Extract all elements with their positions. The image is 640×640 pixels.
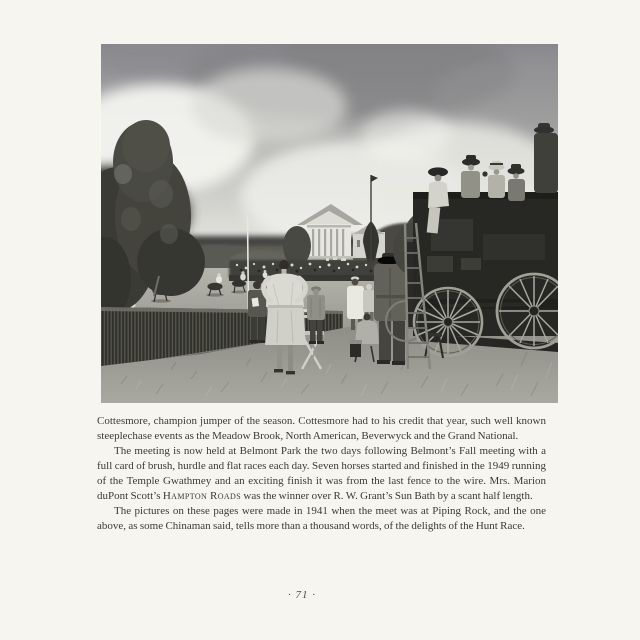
hunt-race-photograph bbox=[101, 44, 558, 403]
horse-name: Hampton Roads bbox=[162, 490, 242, 502]
paragraph-3 bbox=[97, 504, 546, 534]
paragraph-1-text: Cottesmore, champion jumper of the season. Cottesmore had to his credit that year, such well known steeplechase events as the Meadow Brook, North American, Beverwyck and the Grand National. bbox=[97, 415, 546, 442]
paragraph-1 bbox=[97, 414, 546, 444]
page-number: · 71 · bbox=[288, 589, 316, 601]
paragraph-2-text-after: was the winner over R. W. Grant’s Sun Bath by a scant half length. bbox=[241, 490, 533, 502]
body-text bbox=[97, 414, 546, 534]
paragraph-2 bbox=[97, 444, 546, 504]
paragraph-2-text: The meeting is now held at Belmont Park the two days following Belmont’s Fall meeting with a full card of brush, hurdle and flat races each day. Seven horses started and finished in the 1949 running of the Temple Gwathmey and an exciting finish it was from the last fence to the wire. Mrs. Marion duPont Scott’s bbox=[97, 445, 546, 502]
paragraph-3-text: The pictures on these pages were made in 1941 when the meet was at Piping Rock, and the one above, as some Chinaman said, tells more than a thousand words, of the delights of the Hunt Race. bbox=[97, 505, 546, 532]
photo-tone-overlay bbox=[101, 44, 558, 403]
